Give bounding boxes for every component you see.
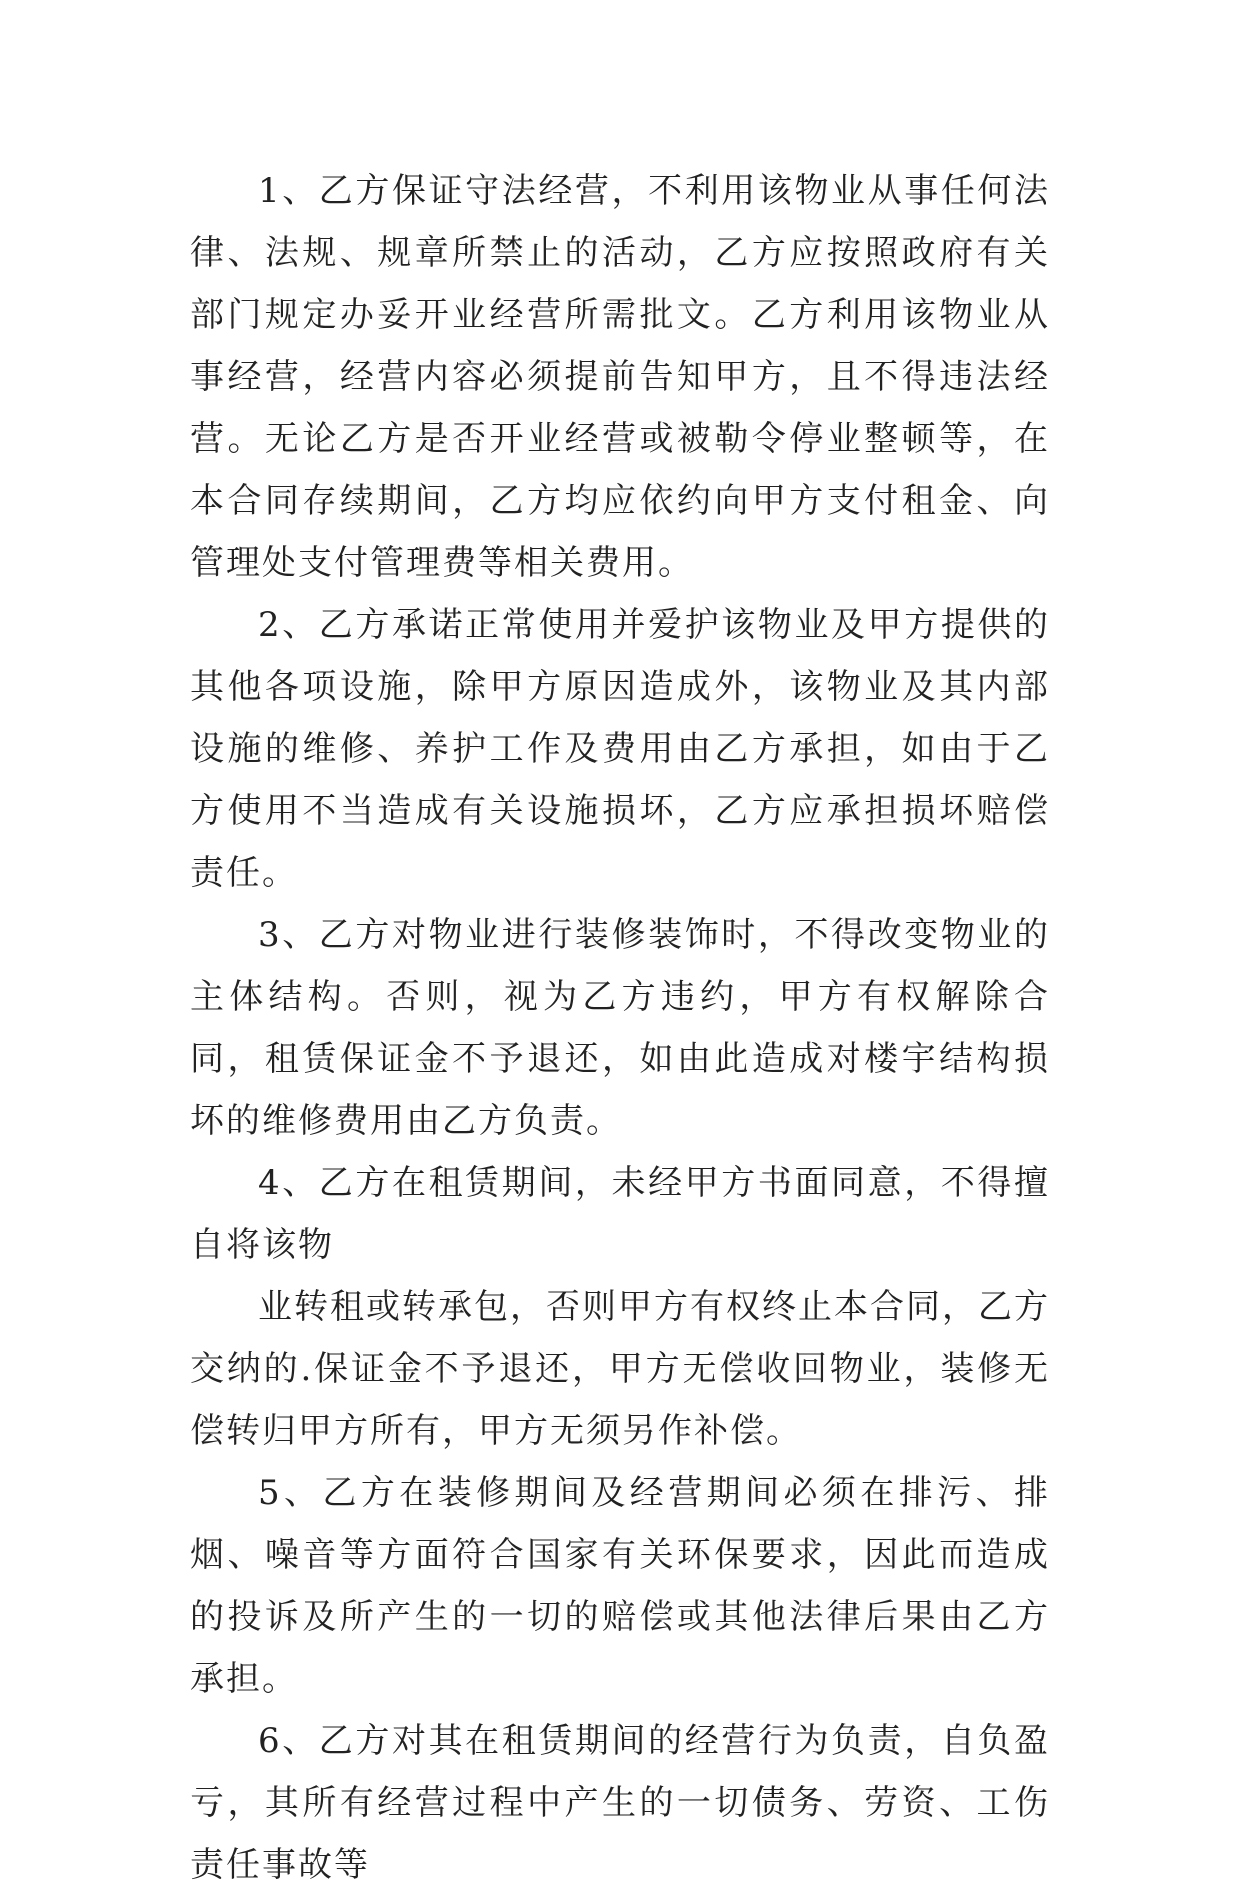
- paragraph-clause-1: 1、乙方保证守法经营，不利用该物业从事任何法律、法规、规章所禁止的活动，乙方应按照政府有关部门规定办妥开业经营所需批文。乙方利用该物业从事经营，经营内容必须提前告知甲方，且不得违法经营。无论乙方是否开业经营或被勒令停业整顿等，在本合同存续期间，乙方均应依约向甲方支付租金、向管理处支付管理费等相关费用。: [190, 171, 1050, 583]
- paragraph-clause-5: 5、乙方在装修期间及经营期间必须在排污、排烟、噪音等方面符合国家有关环保要求，因此而造成的投诉及所产生的一切的赔偿或其他法律后果由乙方承担。: [190, 1473, 1050, 1699]
- document-body: [190, 160, 1050, 1896]
- paragraph-clause-4-continued: 业转租或转承包，否则甲方有权终止本合同，乙方交纳的.保证金不予退还，甲方无偿收回物业，装修无偿转归甲方所有，甲方无须另作补偿。: [190, 1287, 1050, 1451]
- paragraph-clause-3: 3、乙方对物业进行装修装饰时，不得改变物业的主体结构。否则，视为乙方违约，甲方有权解除合同，租赁保证金不予退还，如由此造成对楼宇结构损坏的维修费用由乙方负责。: [190, 915, 1050, 1141]
- paragraph-clause-6: 6、乙方对其在租赁期间的经营行为负责，自负盈亏，其所有经营过程中产生的一切债务、劳资、工伤责任事故等: [190, 1721, 1050, 1885]
- paragraph-clause-2: 2、乙方承诺正常使用并爱护该物业及甲方提供的其他各项设施，除甲方原因造成外，该物业及其内部设施的维修、养护工作及费用由乙方承担，如由于乙方使用不当造成有关设施损坏，乙方应承担损坏赔偿责任。: [190, 605, 1050, 893]
- paragraph-clause-4-start: 4、乙方在租赁期间，未经甲方书面同意，不得擅自将该物: [190, 1163, 1050, 1265]
